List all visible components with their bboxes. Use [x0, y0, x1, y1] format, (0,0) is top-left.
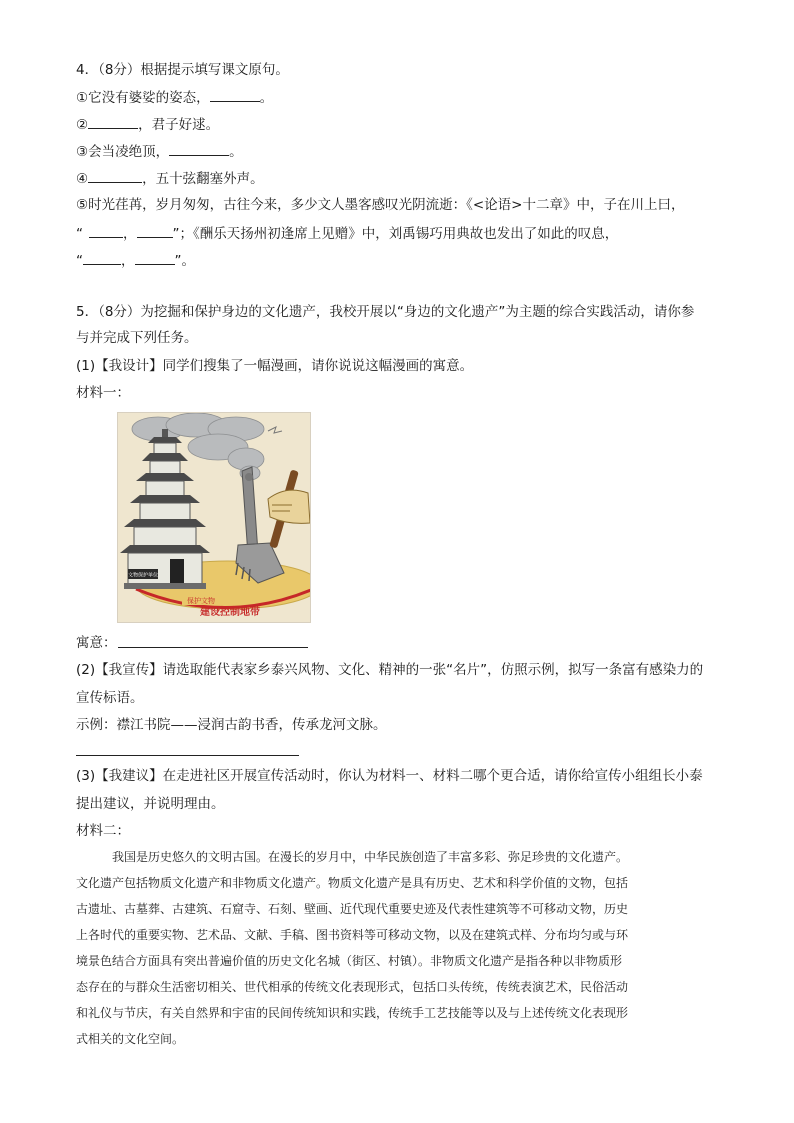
q5-task-3-line-1: (3)【我建议】在走进社区开展宣传活动时，你认为材料一、材料二哪个更合适，请你给宣传小组组长小泰 — [76, 768, 703, 784]
q4-line-7 — [76, 250, 195, 270]
close-quote: ”。 — [174, 253, 195, 269]
answer-blank[interactable] — [135, 250, 175, 265]
answer-blank[interactable] — [83, 250, 121, 265]
q5-task-3-line-2: 提出建议，并说明理由。 — [76, 796, 225, 812]
passage-line: 我国是历史悠久的文明古国。在漫长的岁月中，中华民族创造了丰富多彩、弥足珍贵的文化遗产。 — [112, 850, 629, 864]
sign-big-text: 建设控制地带 — [200, 607, 260, 618]
open-quote: “ — [76, 253, 83, 269]
meaning-answer-line[interactable] — [118, 647, 308, 648]
q5-task-2-line-1: (2)【我宣传】请选取能代表家乡泰兴风物、文化、精神的一张“名片”，仿照示例，拟写一条富有感染力的 — [76, 662, 704, 678]
answer-blank[interactable] — [88, 114, 138, 129]
answer-blank[interactable] — [169, 141, 229, 156]
q4-l4-post: ，五十弦翻塞外声。 — [142, 171, 264, 187]
meaning-label: 寓意： — [76, 635, 117, 651]
q4-l3-pre: ③会当凌绝顶， — [76, 144, 170, 160]
q4-l1-post: 。 — [259, 90, 274, 106]
q5-task-1: (1)【我设计】同学们搜集了一幅漫画，请你说说这幅漫画的寓意。 — [76, 358, 474, 374]
cartoon-image — [117, 412, 311, 623]
comma: ， — [123, 226, 137, 242]
q4-line-4 — [76, 168, 264, 188]
passage-line: 上各时代的重要实物、艺术品、文献、手稿、图书资料等可移动文物，以及在建筑式样、分布均匀或与环 — [76, 928, 629, 942]
q5-header-line-1: 5．（8分）为挖掘和保护身边的文化遗产，我校开展以“身边的文化遗产”为主题的综合实践活动，请你参 — [76, 304, 695, 320]
material-2-passage — [76, 844, 720, 1052]
example-slogan: 示例：襟江书院——浸润古韵书香，传承龙河文脉。 — [76, 717, 387, 733]
passage-line: 古遗址、古墓葬、古建筑、石窟寺、石刻、壁画、近代现代重要史迹及代表性建筑等不可移动文物，历史 — [76, 902, 629, 916]
passage-line: 文化遗产包括物质文化遗产和非物质文化遗产。物质文化遗产是具有历史、艺术和科学价值的文物，包括 — [76, 876, 629, 890]
open-quote: “ — [76, 226, 83, 242]
q4-line-5: ⑤时光荏苒，岁月匆匆，古往今来，多少文人墨客感叹光阴流逝：《<论语>十二章》中，子在川上曰， — [76, 197, 685, 213]
heritage-plaque-text: 文物保护单位 — [127, 572, 159, 579]
slogan-answer-line[interactable] — [76, 755, 299, 756]
q4-line-6 — [76, 223, 618, 243]
q4-l1-pre: ①它没有婆娑的姿态， — [76, 90, 210, 106]
passage-line: 和礼仪与节庆，有关自然界和宇宙的民间传统知识和实践，传统手工艺技能等以及与上述传统文化表现形 — [76, 1006, 629, 1020]
passage-line: 式相关的文化空间。 — [76, 1032, 185, 1046]
q4-l3-post: 。 — [229, 144, 243, 160]
passage-line: 态存在的与群众生活密切相关、世代相承的传统文化表现形式，包括口头传统，传统表演艺术，民俗活动 — [76, 980, 629, 994]
q4-line-1 — [76, 87, 273, 107]
q4-line-3 — [76, 141, 243, 161]
answer-blank[interactable] — [88, 168, 142, 183]
q5-task-2-line-2: 宣传标语。 — [76, 690, 144, 706]
passage-line: 境景色结合方面具有突出普遍价值的历史文化名城（街区、村镇）。非物质文化遗产是指各种以非物质形 — [76, 954, 623, 968]
q5-header-line-2: 与并完成下列任务。 — [76, 330, 198, 346]
q4-l6-rest: ”；《酬乐天扬州初逢席上见赠》中，刘禹锡巧用典故也发出了如此的叹息， — [172, 226, 619, 242]
sign-small-text: 保护文物 — [187, 597, 215, 605]
answer-blank[interactable] — [89, 223, 123, 238]
q4-l2-pre: ② — [76, 117, 89, 133]
answer-blank[interactable] — [210, 87, 260, 102]
q4-l4-pre: ④ — [76, 171, 89, 187]
comma: ， — [121, 253, 135, 269]
q4-l2-post: ，君子好逑。 — [138, 117, 220, 133]
q4-line-2 — [76, 114, 219, 134]
material-2-label: 材料二： — [76, 823, 130, 839]
q4-header: 4．（8分）根据提示填写课文原句。 — [76, 62, 289, 78]
answer-blank[interactable] — [137, 223, 173, 238]
material-1-label: 材料一： — [76, 385, 130, 401]
